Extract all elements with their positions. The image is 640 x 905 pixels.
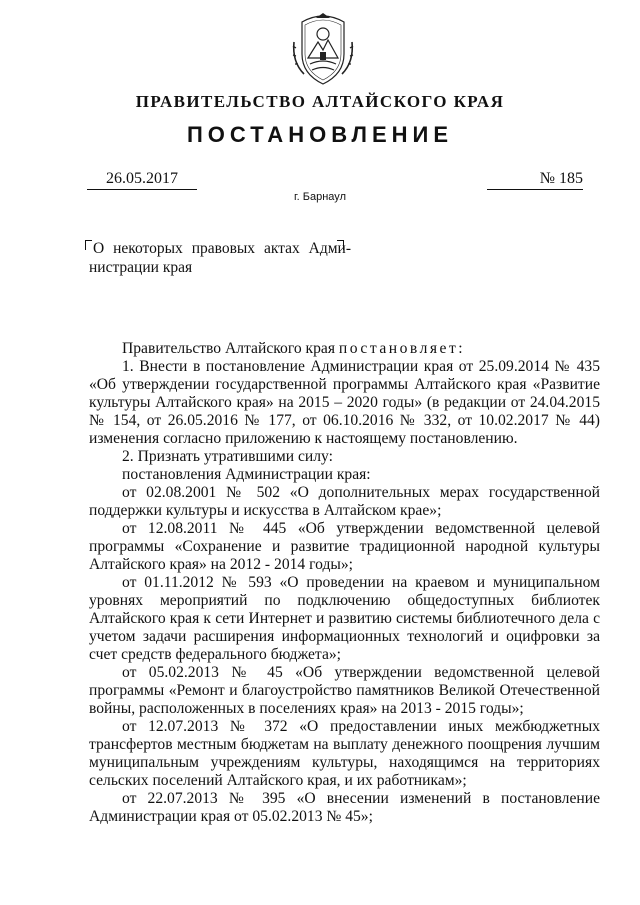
document-date: 26.05.2017 — [87, 170, 197, 190]
document-subject — [89, 239, 351, 277]
document-number: № 185 — [487, 170, 583, 190]
paragraph-1: 1. Внести в постановление Администрации края от 25.09.2014 № 435 «Об утверждении государственной программы Алтайского края «Развитие культуры Алтайского края» на 2015 – 2020 годы» (в редакции от 24.04.2015 № 154, от 26.05.2016 № 177, от 06.10.2016 № 332, от 10.02.2017 № 44) изменения согласно приложению к настоящему постановлению. — [89, 358, 600, 447]
subject-line-1: О некоторых правовых актах Адми- — [93, 240, 351, 257]
government-title: ПРАВИТЕЛЬСТВО АЛТАЙСКОГО КРАЯ — [135, 92, 505, 111]
intro-lead: Правительство Алтайского края — [122, 340, 339, 357]
intro-verb: постановляет — [338, 340, 459, 357]
document-type: ПОСТАНОВЛЕНИЕ — [186, 122, 454, 147]
intro-paragraph — [89, 340, 600, 358]
paragraph-3: постановления Администрации края: — [122, 466, 371, 483]
paragraph-7: от 05.02.2013 № 45 «Об утверждении ведомственной целевой программы «Ремонт и благоустройство памятников Великой Отечественной войны, расположенных в поселениях края» на 2013 - 2015 годы»; — [89, 664, 600, 717]
paragraph-8: от 12.07.2013 № 372 «О предоставлении иных межбюджетных трансфертов местным бюджетам на выплату денежного поощрения лучшим муниципальным учреждениям культуры, находящимся на территориях сельских поселений Алтайского края, и их работникам»; — [89, 718, 600, 789]
paragraph-9: от 22.07.2013 № 395 «О внесении изменений в постановление Администрации края от 05.02.2013 № 45»; — [89, 790, 600, 825]
paragraph-4: от 02.08.2001 № 502 «О дополнительных мерах государственной поддержки культуры и искусства в Алтайском крае»; — [89, 484, 600, 519]
intro-end: : — [458, 340, 463, 357]
document-city: г. Барнаул — [294, 191, 346, 203]
paragraph-5: от 12.08.2011 № 445 «Об утверждении ведомственной целевой программы «Сохранение и развитие традиционной народной культуры Алтайского края» на 2012 - 2014 годы»; — [89, 520, 600, 573]
altai-coat-of-arms-icon — [290, 12, 356, 86]
document-body — [89, 340, 600, 826]
subject-line-2: нистрации края — [89, 259, 193, 276]
paragraph-6: от 01.11.2012 № 593 «О проведении на краевом и муниципальном уровнях мероприятий по подключению общедоступных библиотек Алтайского края к сети Интернет и развитию системы библиотечного дела с учетом задачи расширения информационных технологий и оцифровки за счет средств федерального бюджета»; — [89, 574, 600, 663]
paragraph-2: 2. Признать утратившими силу: — [122, 448, 333, 465]
